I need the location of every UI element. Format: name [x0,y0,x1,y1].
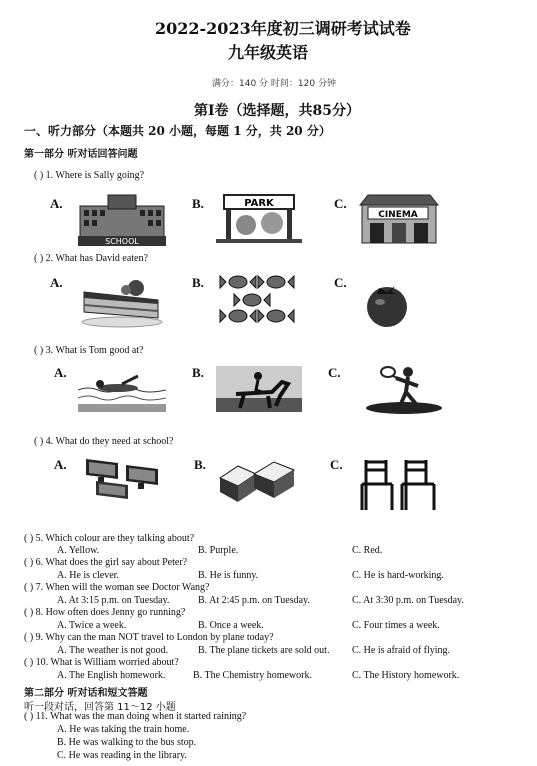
tennis-player-image [360,362,444,414]
question-10: ( ) 10. What is William worried about? [24,657,179,668]
cinema-building-image [358,193,440,245]
option-b: B. Once a week. [198,620,264,631]
question-6: ( ) 6. What does the girl say about Peter? [24,557,188,568]
tomato-image [362,280,412,328]
option-a: A. The weather is not good. [57,645,169,656]
section-heading: 一、听力部分（本题共 20 小题，每题 1 分，共 20 分） [24,124,331,138]
option-c: C. He was reading in the library. [57,750,187,761]
option-label: B. [192,365,204,380]
option-label: C. [330,457,343,472]
question-5: ( ) 5. Which colour are they talking about? [24,533,195,544]
option-label: A. [54,365,67,380]
option-b: B. The plane tickets are sold out. [198,645,330,656]
computers-image [82,455,164,503]
option-c: C. He is afraid of flying. [352,645,451,656]
park-gate-image [216,193,302,243]
option-b: B. He was walking to the bus stop. [57,737,197,748]
exam-subject: 九年级英语 [228,43,309,62]
option-b: B. The Chemistry homework. [193,670,312,681]
option-c: C. The History homework. [352,670,460,681]
question-1: ( ) 1. Where is Sally going? [34,170,145,181]
part-one-heading: 第一部分 听对话回答问题 [24,149,138,160]
option-c: C. Red. [352,545,383,556]
volume-heading: 第Ⅰ卷（选择题，共85分） [194,103,361,119]
option-a: A. The English homework. [57,670,166,681]
option-c: C. At 3:30 p.m. on Tuesday. [352,595,464,606]
exam-info: 满分：140 分 时间：120 分钟 [212,79,336,89]
chairs-image [356,456,442,512]
option-c: C. He is hard-working. [352,570,444,581]
boxes-image [216,458,296,506]
horse-rider-image [216,366,302,412]
question-4: ( ) 4. What do they need at school? [34,436,174,447]
part-two-intro: 听一段对话，回答第 11～12 小题 [24,702,176,713]
option-a: A. He is clever. [57,570,119,581]
question-8: ( ) 8. How often does Jenny go running? [24,607,186,618]
candies-image [218,270,298,326]
part-two-heading: 第二部分 听对话和短文答题 [24,688,148,699]
school-building-image [78,192,166,246]
park-sign: PARK [244,198,274,209]
option-a: A. He was taking the train home. [57,724,190,735]
option-b: B. He is funny. [198,570,259,581]
option-b: B. Purple. [198,545,239,556]
option-label: C. [334,275,347,290]
swimmer-image [78,368,166,412]
option-b: B. At 2:45 p.m. on Tuesday. [198,595,310,606]
option-label: A. [54,457,67,472]
option-label: C. [328,365,341,380]
question-2: ( ) 2. What has David eaten? [34,253,148,264]
exam-title: 2022-2023年度初三调研考试试卷 [155,19,411,38]
cinema-sign: CINEMA [378,210,418,220]
option-a: A. At 3:15 p.m. on Tuesday. [57,595,170,606]
question-11: ( ) 11. What was the man doing when it started raining? [24,711,247,722]
option-label: B. [192,275,204,290]
question-9: ( ) 9. Why can the man NOT travel to London by plane today? [24,632,274,643]
question-3: ( ) 3. What is Tom good at? [34,345,144,356]
option-label: B. [192,196,204,211]
school-sign: SCHOOL [105,237,139,246]
option-c: C. Four times a week. [352,620,440,631]
cake-slice-image [78,278,164,328]
option-label: A. [50,275,63,290]
option-a: A. Yellow. [57,545,100,556]
option-label: B. [194,457,206,472]
question-7: ( ) 7. When will the woman see Doctor Wang? [24,582,210,593]
option-a: A. Twice a week. [57,620,127,631]
option-label: C. [334,196,347,211]
option-label: A. [50,196,63,211]
